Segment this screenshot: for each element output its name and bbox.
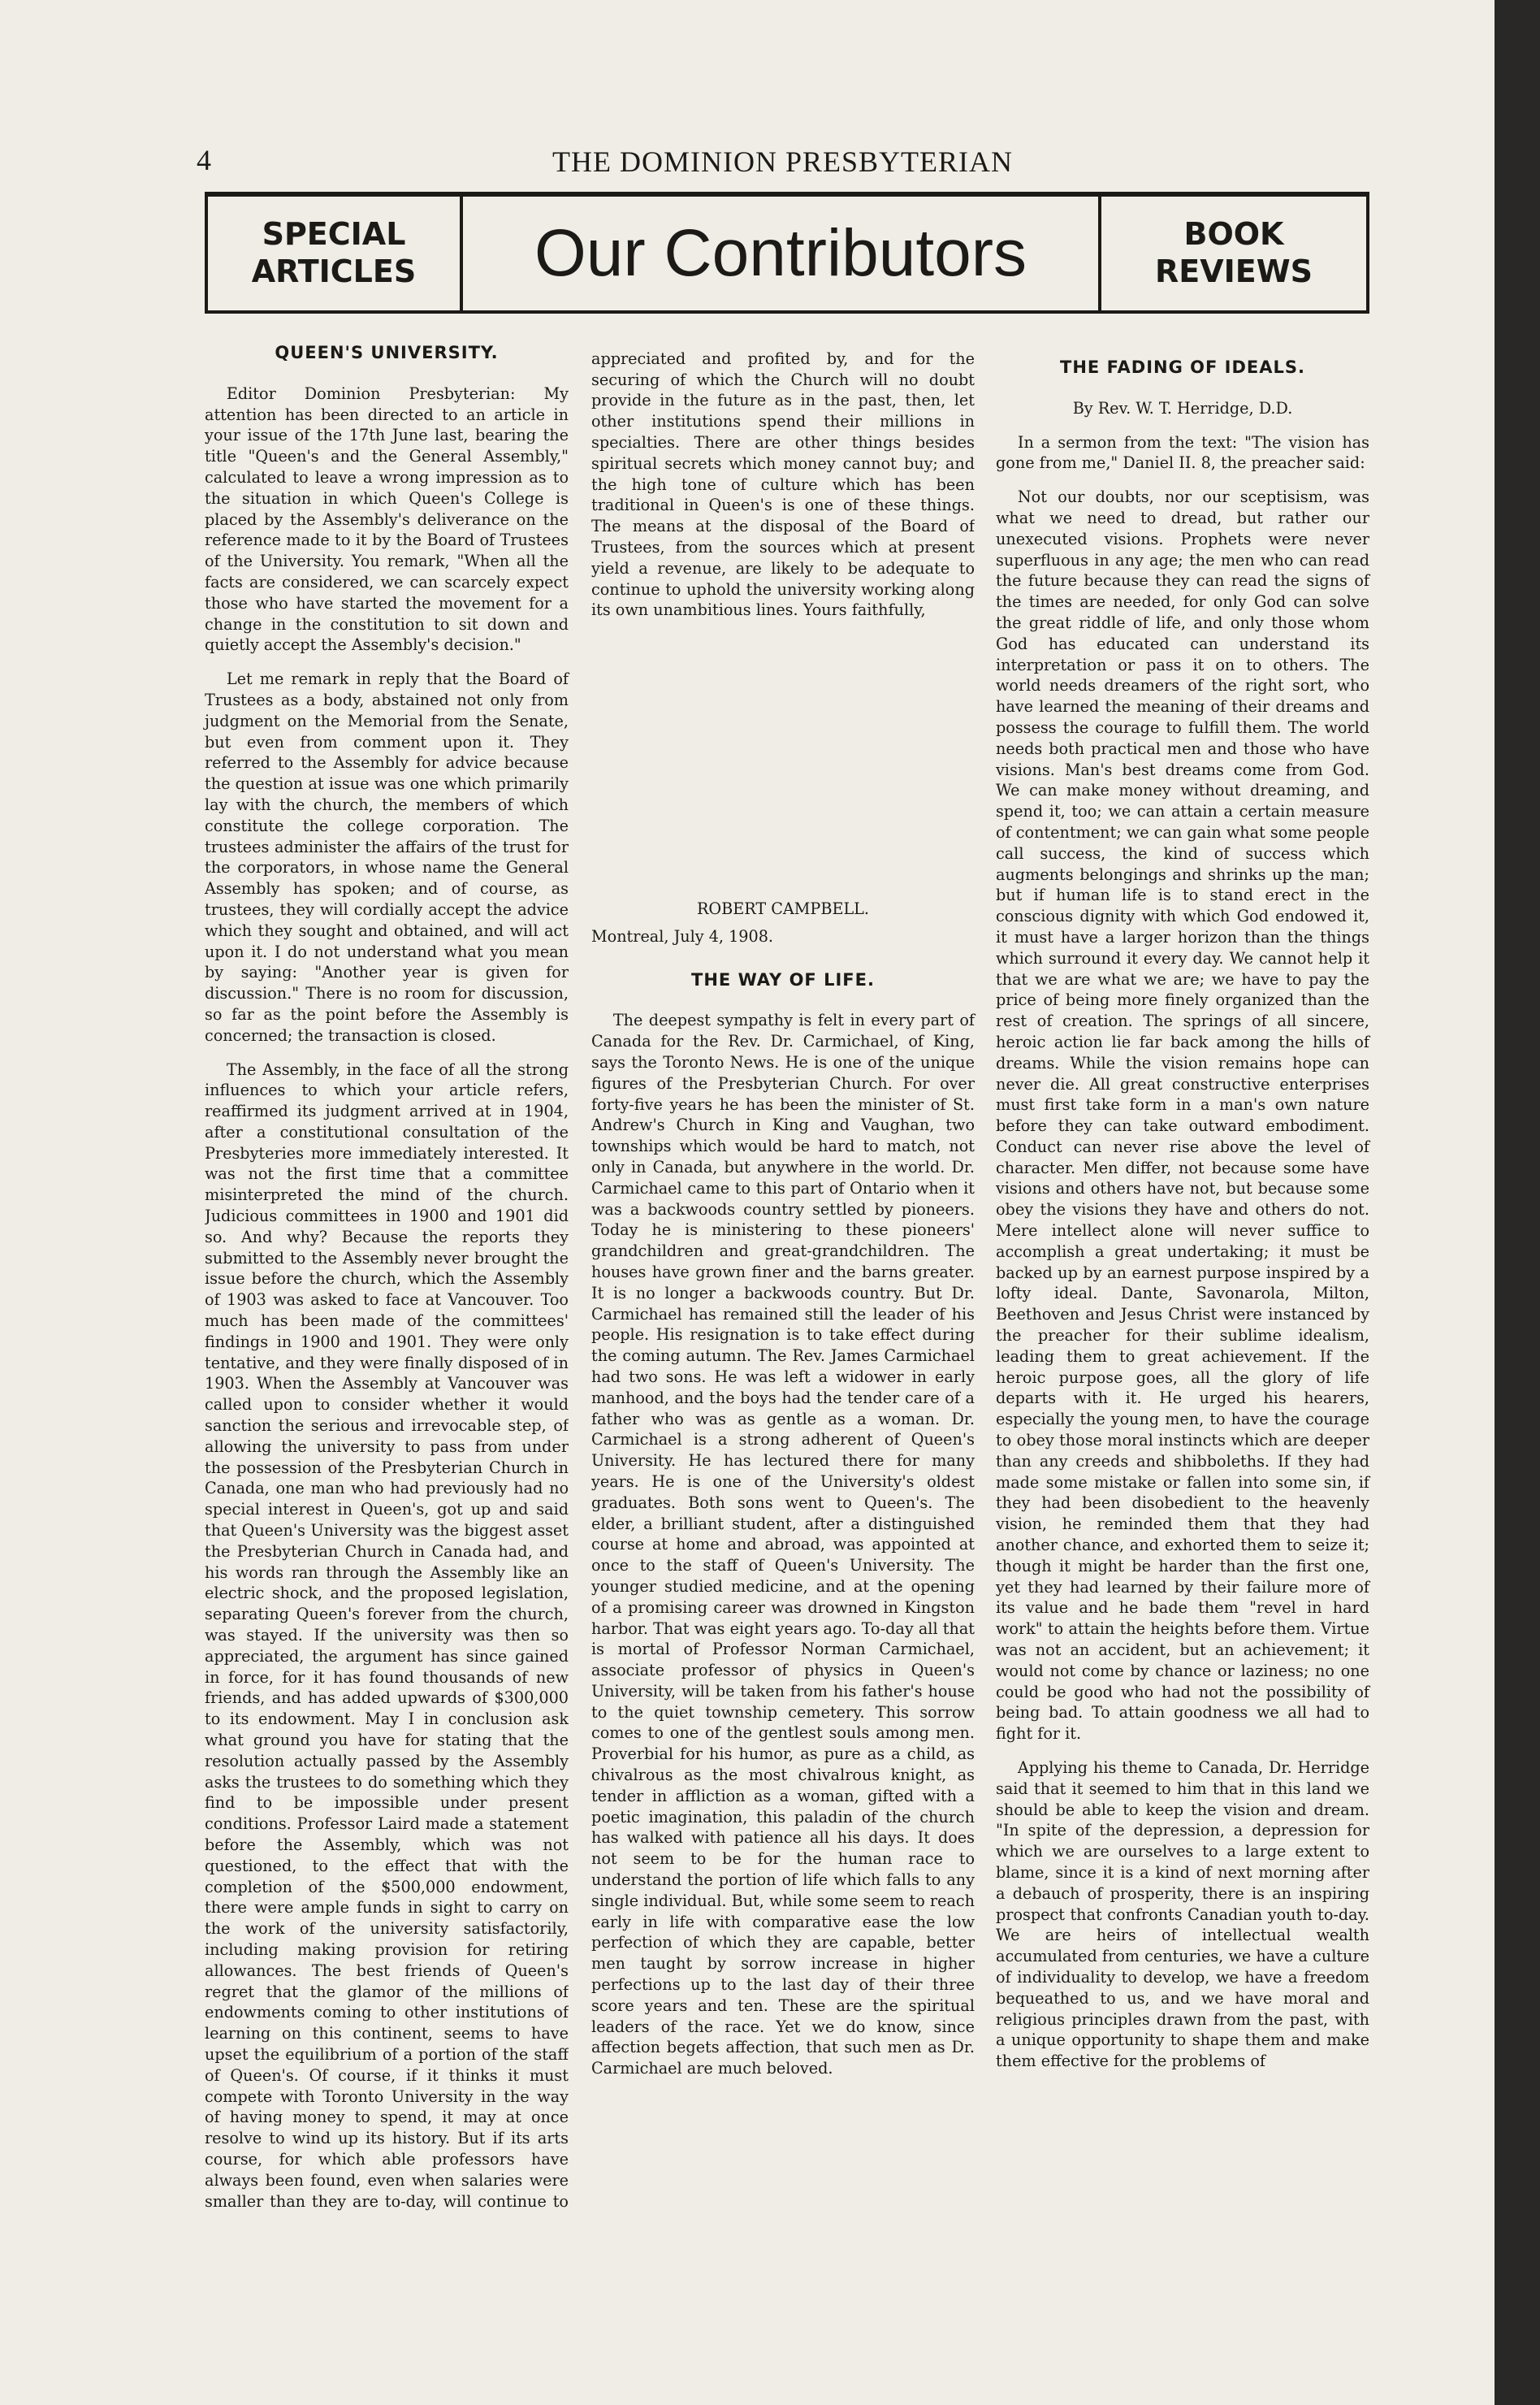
reviews-label: REVIEWS bbox=[1154, 254, 1313, 289]
special-articles-box bbox=[208, 197, 463, 310]
article-paragraph: The Assembly, in the face of all the strong influences to which your article refers, reaffirmed its judgment arrived at in 1904, after a constitutional consultation of the Presbyteries more immediately interested. It was not the first time that a committee misinterpreted the mind of the church. Judicious committees in 1900 and 1901 did so. And why? Because the reports they submitted to the Assembly never brought the issue before the church, which the Assembly of 1903 was asked to face at Vancouver. Too much has been made of the committees' findings in 1900 and 1901. They were only tentative, and they were finally disposed of in 1903. When the Assembly at Vancouver was called upon to consider whether it would sanction the serious and irrevocable step, of allowing the university to pass from under the possession of the Presbyterian Church in Canada, one man who had previously had no special interest in Queen's, got up and said that Queen's University was the biggest asset the Presbyterian Church in Canada had, and his words ran through the Assembly like an electric shock, and the proposed legislation, separating Queen's forever from the church, was stayed. If the university was then so appreciated, the argument has since gained in force, for it has found thousands of new friends, and has added upwards of $300,000 to its endowment. May I in conclusion ask what ground you have for stating that the resolution actually passed by the Assembly asks the trustees to do something which they find to be impossible under present conditions. Professor Laird made a statement before the Assembly, which was not questioned, to the effect that with the completion of the $500,000 endowment, there were ample funds in sight to carry on the work of the university satisfactorily, including making provision for retiring allowances. The best friends of Queen's regret that the glamor of the millions of endowments coming to other institutions of learning on this continent, seems to have upset the equilibrium of a portion of the staff of Queen's. Of course, if it thinks it must compete with Toronto University in the way of having money to spend, it may at once resolve to wind up its history. But if its arts course, for which able professors have always been found, even when salaries were smaller than they are to-day, will continue to bbox=[205, 1060, 569, 2211]
dateline: Montreal, July 4, 1908. bbox=[591, 926, 774, 946]
signature: ROBERT CAMPBELL. bbox=[696, 899, 870, 918]
special-label: SPECIAL bbox=[262, 216, 406, 253]
column-3 bbox=[996, 349, 1369, 2072]
page-edge bbox=[1495, 0, 1540, 2405]
page-number: 4 bbox=[197, 144, 211, 176]
byline: By Rev. W. T. Herridge, D.D. bbox=[1072, 398, 1293, 418]
article-heading-fading-ideals: THE FADING OF IDEALS. bbox=[1060, 358, 1305, 377]
article-heading-way-of-life: THE WAY OF LIFE. bbox=[691, 969, 875, 990]
article-paragraph: In a sermon from the text: "The vision has gone from me," Daniel II. 8, the preacher said: bbox=[996, 432, 1369, 473]
section-title: Our Contributors bbox=[534, 216, 1027, 290]
article-paragraph: Applying his theme to Canada, Dr. Herridge said that it seemed to him that in this land we should be able to keep the vision and dream. "In spite of the depression, a depression for which we are ourselves to a large extent to blame, since it is a kind of next morning after a debauch of prosperity, there is an inspiring prospect that confronts Canadian youth to-day. We are heirs of intellectual wealth accumulated from centuries, we have a culture of individuality to develop, we have a freedom bequeathed to us, and we have moral and religious principles drawn from the past, with a unique opportunity to shape them and make them effective for the problems of bbox=[996, 1758, 1369, 2071]
article-paragraph: The deepest sympathy is felt in every part of Canada for the Rev. Dr. Carmichael, of King, says the Toronto News. He is one of the unique figures of the Presbyterian Church. For over forty-five years he has been the minister of St. Andrew's Church in King and Vaughan, two townships which would be hard to match, not only in Canada, but anywhere in the world. Dr. Carmichael came to this part of Ontario when it was a backwoods country settled by pioneers. Today he is ministering to these pioneers' grandchildren and great-grandchildren. The houses have grown finer and the barns greater. It is no longer a backwoods country. But Dr. Carmichael has remained still the leader of his people. His resignation is to take effect during the coming autumn. The Rev. James Carmichael had two sons. He was left a widower in early manhood, and the boys had the tender care of a father who was as gentle as a woman. Dr. Carmichael is a strong adherent of Queen's University. He has lectured there for many years. He is one of the University's oldest graduates. Both sons went to Queen's. The elder, a brilliant student, after a distinguished course at home and abroad, was appointed at once to the staff of Queen's University. The younger studied medicine, and at the opening of a promising career was drowned in Kingston harbor. That was eight years ago. To-day all that is mortal of Professor Norman Carmichael, associate professor of physics in Queen's University, will be taken from his father's house to the quiet township cemetery. This sorrow comes to one of the gentlest souls among men. Proverbial for his humor, as pure as a child, as chivalrous as the most chivalrous knight, as tender in affliction as a woman, gifted with a poetic imagination, this paladin of the church has walked with patience all his days. It does not seem to be for the human race to understand the portion of life which falls to any single individual. But, while some seem to reach early in life with comparative ease the low perfection of which they are capable, better men taught by sorrow increase in higher perfections up to the last day of their three score years and ten. These are the spiritual leaders of the race. Yet we do know, since affection begets affection, that such men as Dr. Carmichael are much beloved. bbox=[591, 1011, 975, 2078]
article-paragraph: Let me remark in reply that the Board of Trustees as a body, abstained not only from judgment on the Memorial from the Senate, but even from comment upon it. They referred to the Assembly for advice because the question at issue was one which primarily lay with the church, the members of which constitute the college corporation. The trustees administer the affairs of the trust for the corporators, in whose name the General Assembly has spoken; and of course, as trustees, they will cordially accept the advice which they sought and obtained, and will act upon it. I do not understand what you mean by saying: "Another year is given for discussion." There is no room for discussion, so far as the point before the Assembly is concerned; the transaction is closed. bbox=[205, 670, 569, 1045]
book-label: BOOK bbox=[1183, 216, 1284, 253]
article-paragraph: Editor Dominion Presbyterian: My attention has been directed to an article in your issue of the 17th June last, bearing the title "Queen's and the General Assembly," calculated to leave a wrong impression as to the situation in which Queen's College is placed by the Assembly's deliverance on the reference made to it by the Board of Trustees of the University. You remark, "When all the facts are considered, we can scarcely expect those who have started the movement for a change in the constitution to sit down and quietly accept the Assembly's decision." bbox=[205, 384, 569, 655]
articles-label: ARTICLES bbox=[251, 254, 417, 289]
article-paragraph-continued bbox=[591, 349, 975, 894]
column-2 bbox=[591, 349, 975, 2079]
continued-text: appreciated and profited by, and for the securing of which the Church will no doubt provide in the future as in the past, then, let other institutions spend their millions in specialties. There are other things besides spiritual secrets which money cannot buy; and the high tone of culture which has been traditional in Queen's is one of these things. The means at the disposal of the Board of Trustees, from the sources which at present yield a revenue, are likely to be adequate to continue to uphold the university working along its own unambitious lines. Yours faithfully, bbox=[591, 349, 975, 620]
section-masthead bbox=[205, 192, 1369, 314]
article-heading-queens: QUEEN'S UNIVERSITY. bbox=[275, 343, 499, 362]
book-reviews-box bbox=[1098, 197, 1366, 310]
running-head: THE DOMINION PRESBYTERIAN bbox=[552, 145, 1013, 178]
column-1 bbox=[205, 335, 569, 2213]
article-paragraph: Not our doubts, nor our sceptisism, was what we need to dread, but rather our unexecuted visions. Prophets were never superfluous in any age; the men who can read the future because they can read the signs of the times are needed, for only God can solve the great riddle of life, and only those whom God has educated can understand its interpretation or pass it on to others. The world needs dreamers of the right sort, who have learned the meaning of their dreams and possess the courage to fulfill them. The world needs both practical men and those who have visions. Man's best dreams come from God. We can make money without dreaming, and spend it, too; we can attain a certain measure of contentment; we can gain what some people call success, the kind of success which augments belongings and shrinks up the man; but if human life is to stand erect in the conscious dignity with which God endowed it, it must have a larger horizon than the things which surround it every day. We cannot help it that we are what we are; we have to pay the price of being more finely organized than the rest of creation. The springs of all sincere, heroic action lie far back among the hills of dreams. While the vision remains hope can never die. All great constructive enterprises must first take form in a man's own nature before they can take outward embodiment. Conduct can never rise above the level of character. Men differ, not because some have visions and others have not, but because some obey the visions they have and others do not. Mere intellect alone will never suffice to accomplish a great undertaking; it must be backed up by an earnest purpose inspired by a lofty ideal. Dante, Savonarola, Milton, Beethoven and Jesus Christ were instanced by the preacher for their sublime idealism, leading them to great achievement. If the heroic purpose goes, all the glory of life departs with it. He urged his hearers, especially the young men, to have the courage to obey those moral instincts which are deeper than any creeds and shibboleths. If they had made some mistake or fallen into some sin, if they had been disobedient to the heavenly vision, he reminded them that they had another chance, and exhorted them to seize it; though it might be harder than the first one, yet they had learned by their failure more of its value and he bade them "revel in hard work" to attain the heights before them. Virtue was not an accident, but an achievement; it would not come by chance or laziness; no one could be good who had not the possibility of being bad. To attain goodness we all had to fight for it. bbox=[996, 488, 1369, 1744]
